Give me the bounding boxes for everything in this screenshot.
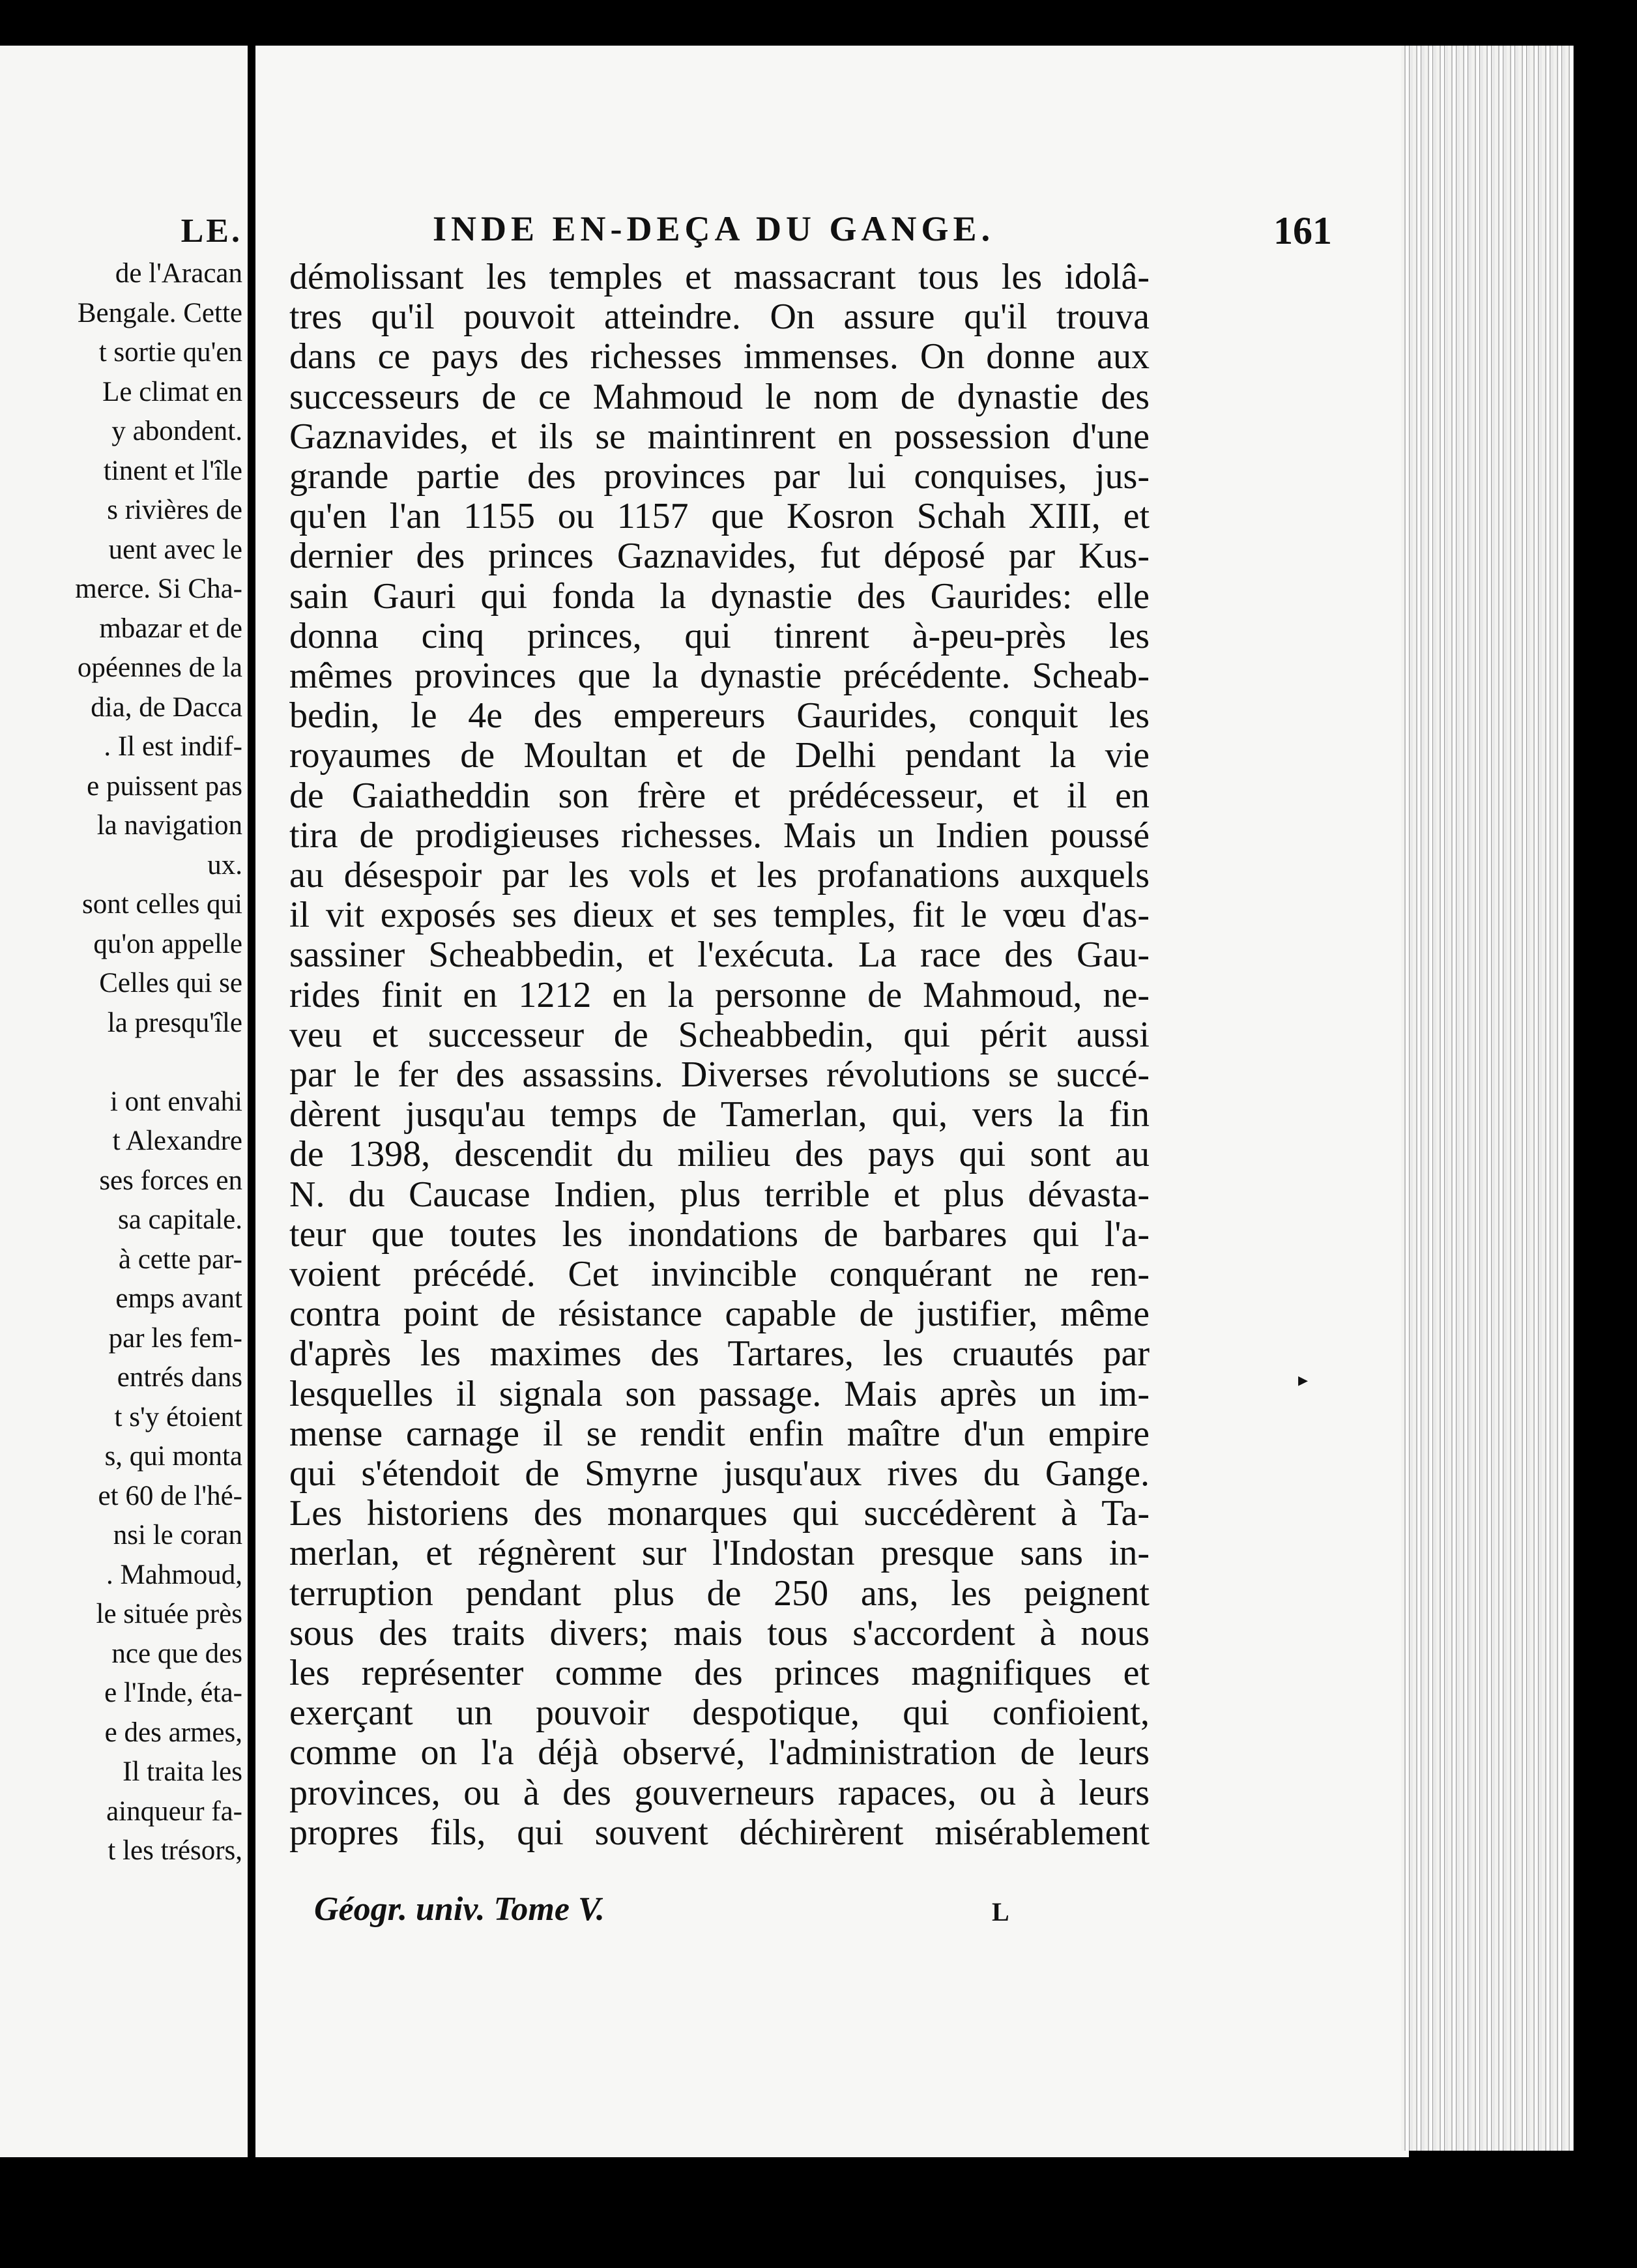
ink-speck: ▸ <box>1298 1369 1309 1391</box>
left-text-line: mbazar et de <box>99 613 242 644</box>
text-line: lesquelles il signala son passage. Mais après un im- <box>289 1373 1150 1414</box>
left-text-line: la presqu'île <box>107 1007 242 1038</box>
text-line: teur que toutes les inondations de barbares qui l'a- <box>289 1214 1150 1255</box>
left-text-line: t s'y étoient <box>114 1401 242 1432</box>
left-text-line: Bengale. Cette <box>77 297 242 328</box>
left-text-line: ainqueur fa- <box>106 1796 242 1827</box>
left-text-line: i ont envahi <box>109 1086 242 1117</box>
text-line: dans ce pays des richesses immenses. On donne aux <box>289 336 1150 377</box>
left-text-line: uent avec le <box>108 534 242 565</box>
left-text-line: ux. <box>207 849 242 880</box>
left-text-line: t les trésors, <box>108 1835 242 1866</box>
text-line: d'après les maximes des Tartares, les cruautés par <box>289 1333 1150 1374</box>
left-text-line: sont celles qui <box>81 889 242 920</box>
left-text-line: nce que des <box>111 1638 242 1669</box>
left-running-head: LE. <box>181 212 242 250</box>
page-number: 161 <box>1273 209 1332 252</box>
left-text-line: le située près <box>96 1599 242 1629</box>
left-text-line: par les fem- <box>108 1322 242 1354</box>
text-line: terruption pendant plus de 250 ans, les peignent <box>289 1573 1150 1614</box>
text-line: mense carnage il se rendit enfin maître d'un empire <box>289 1413 1150 1454</box>
left-text-line: qu'on appelle <box>93 928 242 959</box>
text-line: démolissant les temples et massacrant tous les idolâ- <box>289 257 1150 297</box>
left-text-line: Celles qui se <box>99 968 242 998</box>
left-text-line: s rivières de <box>107 495 242 525</box>
text-line: les représenter comme des princes magnifiques et <box>289 1653 1150 1693</box>
text-line: successeurs de ce Mahmoud le nom de dynastie des <box>289 376 1150 417</box>
left-text-line: entrés dans <box>117 1362 242 1393</box>
text-line: tira de prodigieuses richesses. Mais un Indien poussé <box>289 815 1150 856</box>
left-text-line: opéennes de la <box>77 652 242 683</box>
left-text-line: y abondent. <box>111 416 242 446</box>
text-line: sassiner Scheabbedin, et l'exécuta. La race des Gau- <box>289 935 1150 976</box>
signature-mark: Géogr. univ. Tome V. <box>314 1891 605 1928</box>
text-line: contra point de résistance capable de justifier, même <box>289 1294 1150 1335</box>
text-line: propres fils, qui souvent déchirèrent misérablement <box>289 1812 1150 1853</box>
left-text-line: de l'Aracan <box>115 258 242 289</box>
text-line: Gaznavides, et ils se maintinrent en possession d'une <box>289 416 1150 457</box>
left-text-line: Il traita les <box>123 1756 242 1787</box>
left-text-line: sa capitale. <box>117 1204 242 1235</box>
text-line: sain Gauri qui fonda la dynastie des Gaurides: elle <box>289 575 1150 617</box>
left-text-line: à cette par- <box>118 1243 242 1275</box>
left-text-line: . Il est indif- <box>104 731 242 762</box>
left-text-line: s, qui monta <box>104 1441 242 1472</box>
text-line: merlan, et régnèrent sur l'Indostan presque sans in- <box>289 1533 1150 1574</box>
book-page-edges <box>1401 46 1574 2151</box>
text-line: veu et successeur de Scheabbedin, qui périt aussi <box>289 1014 1150 1055</box>
left-text-line: ses forces en <box>99 1165 242 1196</box>
left-text-line: t Alexandre <box>112 1126 242 1156</box>
text-line: sous des traits divers; mais tous s'accordent à nous <box>289 1612 1150 1653</box>
left-text-line: merce. Si Cha- <box>75 574 242 604</box>
running-head-title: INDE EN-DEÇA DU GANGE. <box>433 209 995 248</box>
left-text-line: e l'Inde, éta- <box>104 1678 242 1708</box>
text-line: provinces, ou à des gouverneurs rapaces, ou à leurs <box>289 1772 1150 1813</box>
left-text-line: Le climat en <box>102 376 242 407</box>
left-text-line: e puissent pas <box>87 770 242 802</box>
text-line: N. du Caucase Indien, plus terrible et plus dévasta- <box>289 1174 1150 1215</box>
text-line: rides finit en 1212 en la personne de Mahmoud, ne- <box>289 974 1150 1015</box>
text-line: dernier des princes Gaznavides, fut déposé par Kus- <box>289 536 1150 577</box>
text-line: de Gaiatheddin son frère et prédécesseur, et il en <box>289 775 1150 816</box>
left-page <box>0 46 248 2157</box>
left-text-line: e des armes, <box>104 1717 242 1748</box>
gathering-letter: L <box>992 1897 1009 1926</box>
text-line: comme on l'a déjà observé, l'administration de leurs <box>289 1732 1150 1773</box>
text-line: qui s'étendoit de Smyrne jusqu'aux rives du Gange. <box>289 1453 1150 1494</box>
text-line: il vit exposés ses dieux et ses temples, fit le vœu d'as- <box>289 895 1150 936</box>
text-line: par le fer des assassins. Diverses révolutions se succé- <box>289 1054 1150 1095</box>
text-line: de 1398, descendit du milieu des pays qui sont au <box>289 1134 1150 1175</box>
text-line: au désespoir par les vols et les profanations auxquels <box>289 855 1150 895</box>
left-text-line: dia, de Dacca <box>91 691 242 723</box>
text-line: exerçant un pouvoir despotique, qui confioient, <box>289 1693 1150 1734</box>
running-head <box>433 209 1332 261</box>
text-line: mêmes provinces que la dynastie précédente. Scheab- <box>289 656 1150 696</box>
right-page <box>255 46 1409 2157</box>
left-text-line: la navigation <box>96 810 242 841</box>
text-line: bedin, le 4e des empereurs Gaurides, conquit les <box>289 695 1150 736</box>
text-line: qu'en l'an 1155 ou 1157 que Kosron Schah XIII, et <box>289 496 1150 537</box>
text-line: dèrent jusqu'au temps de Tamerlan, qui, vers la fin <box>289 1094 1150 1135</box>
left-text-line: t sortie qu'en <box>98 337 242 368</box>
text-line: grande partie des provinces par lui conquises, jus- <box>289 456 1150 497</box>
left-text-line: . Mahmoud, <box>106 1559 242 1590</box>
left-text-line: et 60 de l'hé- <box>98 1480 242 1511</box>
text-line: donna cinq princes, qui tinrent à-peu-près les <box>289 615 1150 656</box>
left-text-line: emps avant <box>115 1283 242 1314</box>
left-text-line: tinent et l'île <box>103 455 242 486</box>
left-text-line: nsi le coran <box>113 1520 242 1550</box>
text-line: voient précédé. Cet invincible conquérant ne ren- <box>289 1254 1150 1294</box>
text-line: Les historiens des monarques qui succédèrent à Ta- <box>289 1493 1150 1534</box>
text-line: royaumes de Moultan et de Delhi pendant la vie <box>289 735 1150 776</box>
text-line: tres qu'il pouvoit atteindre. On assure qu'il trouva <box>289 297 1150 338</box>
